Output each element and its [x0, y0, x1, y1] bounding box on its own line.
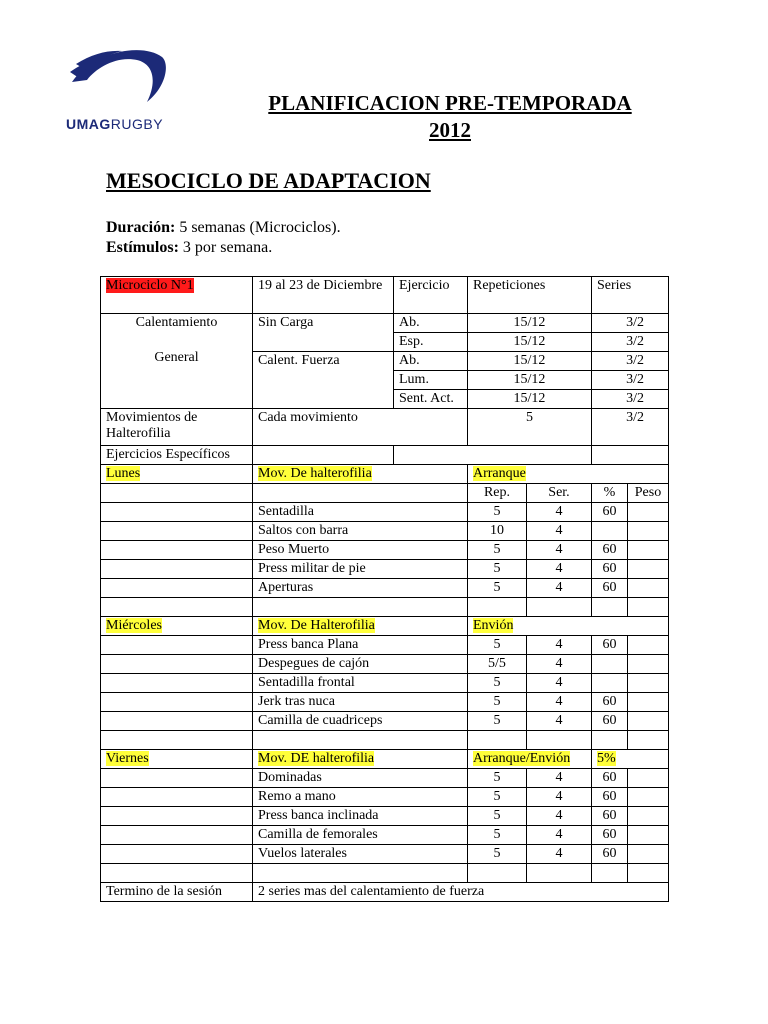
- table-row: Sentadilla frontal 5 4: [101, 674, 669, 693]
- table-row: Movimientos de Halterofilia Cada movimiento 5 3/2: [101, 409, 669, 446]
- document-title: PLANIFICACION PRE-TEMPORADA: [268, 91, 632, 115]
- rugby-ball-swoosh-icon: [62, 42, 172, 117]
- table-row: Press banca Plana 5 4 60: [101, 636, 669, 655]
- table-row: [101, 731, 669, 750]
- table-row: Jerk tras nuca 5 4 60: [101, 693, 669, 712]
- logo-wordmark: UMAGRUGBY: [66, 116, 164, 132]
- calentamiento-cell: Calentamiento General: [101, 314, 253, 409]
- table-row: Despegues de cajón 5/5 4: [101, 655, 669, 674]
- fechas-cell: 19 al 23 de Diciembre: [253, 277, 394, 314]
- table-row: Ejercicios Específicos: [101, 446, 669, 465]
- table-row: Lum. 15/12 3/2: [101, 371, 669, 390]
- training-plan-table: [100, 276, 669, 902]
- table-row: Press banca inclinada 5 4 60: [101, 807, 669, 826]
- table-row: Peso Muerto 5 4 60: [101, 541, 669, 560]
- estimulos-line: Estímulos: 3 por semana.: [106, 239, 273, 256]
- section-heading: MESOCICLO DE ADAPTACION: [106, 168, 431, 193]
- header-series: Series: [592, 277, 669, 314]
- day-row-miercoles: Miércoles Mov. De Halterofilia Envión: [101, 617, 669, 636]
- table-row: Esp. 15/12 3/2: [101, 333, 669, 352]
- table-row: Rep. Ser. % Peso: [101, 484, 669, 503]
- table-row: Dominadas 5 4 60: [101, 769, 669, 788]
- table-row: [101, 277, 669, 314]
- table-row: Camilla de cuadriceps 5 4 60: [101, 712, 669, 731]
- sin-carga-cell: Sin Carga: [253, 314, 394, 352]
- header-repeticiones: Repeticiones: [468, 277, 592, 314]
- table-row: [101, 598, 669, 617]
- table-row: Sent. Act. 15/12 3/2: [101, 390, 669, 409]
- table-row: Calent. Fuerza Ab. 15/12 3/2: [101, 352, 669, 371]
- movimientos-cell: Movimientos de Halterofilia: [101, 409, 253, 446]
- table-row: [101, 864, 669, 883]
- microciclo-label: Microciclo N°1: [106, 278, 194, 293]
- document-year: 2012: [429, 118, 471, 142]
- calent-fuerza-cell: Calent. Fuerza: [253, 352, 394, 409]
- table-row: Press militar de pie 5 4 60: [101, 560, 669, 579]
- table-row: Saltos con barra 10 4: [101, 522, 669, 541]
- termino-row: Termino de la sesión 2 series mas del calentamiento de fuerza: [101, 883, 669, 902]
- duracion-line: Duración: 5 semanas (Microciclos).: [106, 219, 341, 236]
- table-row: Vuelos laterales 5 4 60: [101, 845, 669, 864]
- table-row: Calentamiento General Sin Carga Ab. 15/12 3/2: [101, 314, 669, 333]
- table-row: Aperturas 5 4 60: [101, 579, 669, 598]
- header-ejercicio: Ejercicio: [394, 277, 468, 314]
- day-row-viernes: Viernes Mov. DE halterofilia Arranque/Envión 5%: [101, 750, 669, 769]
- table-row: Remo a mano 5 4 60: [101, 788, 669, 807]
- day-row-lunes: Lunes Mov. De halterofilia Arranque: [101, 465, 669, 484]
- umag-rugby-logo: [62, 42, 222, 137]
- table-row: Camilla de femorales 5 4 60: [101, 826, 669, 845]
- table-row: Sentadilla 5 4 60: [101, 503, 669, 522]
